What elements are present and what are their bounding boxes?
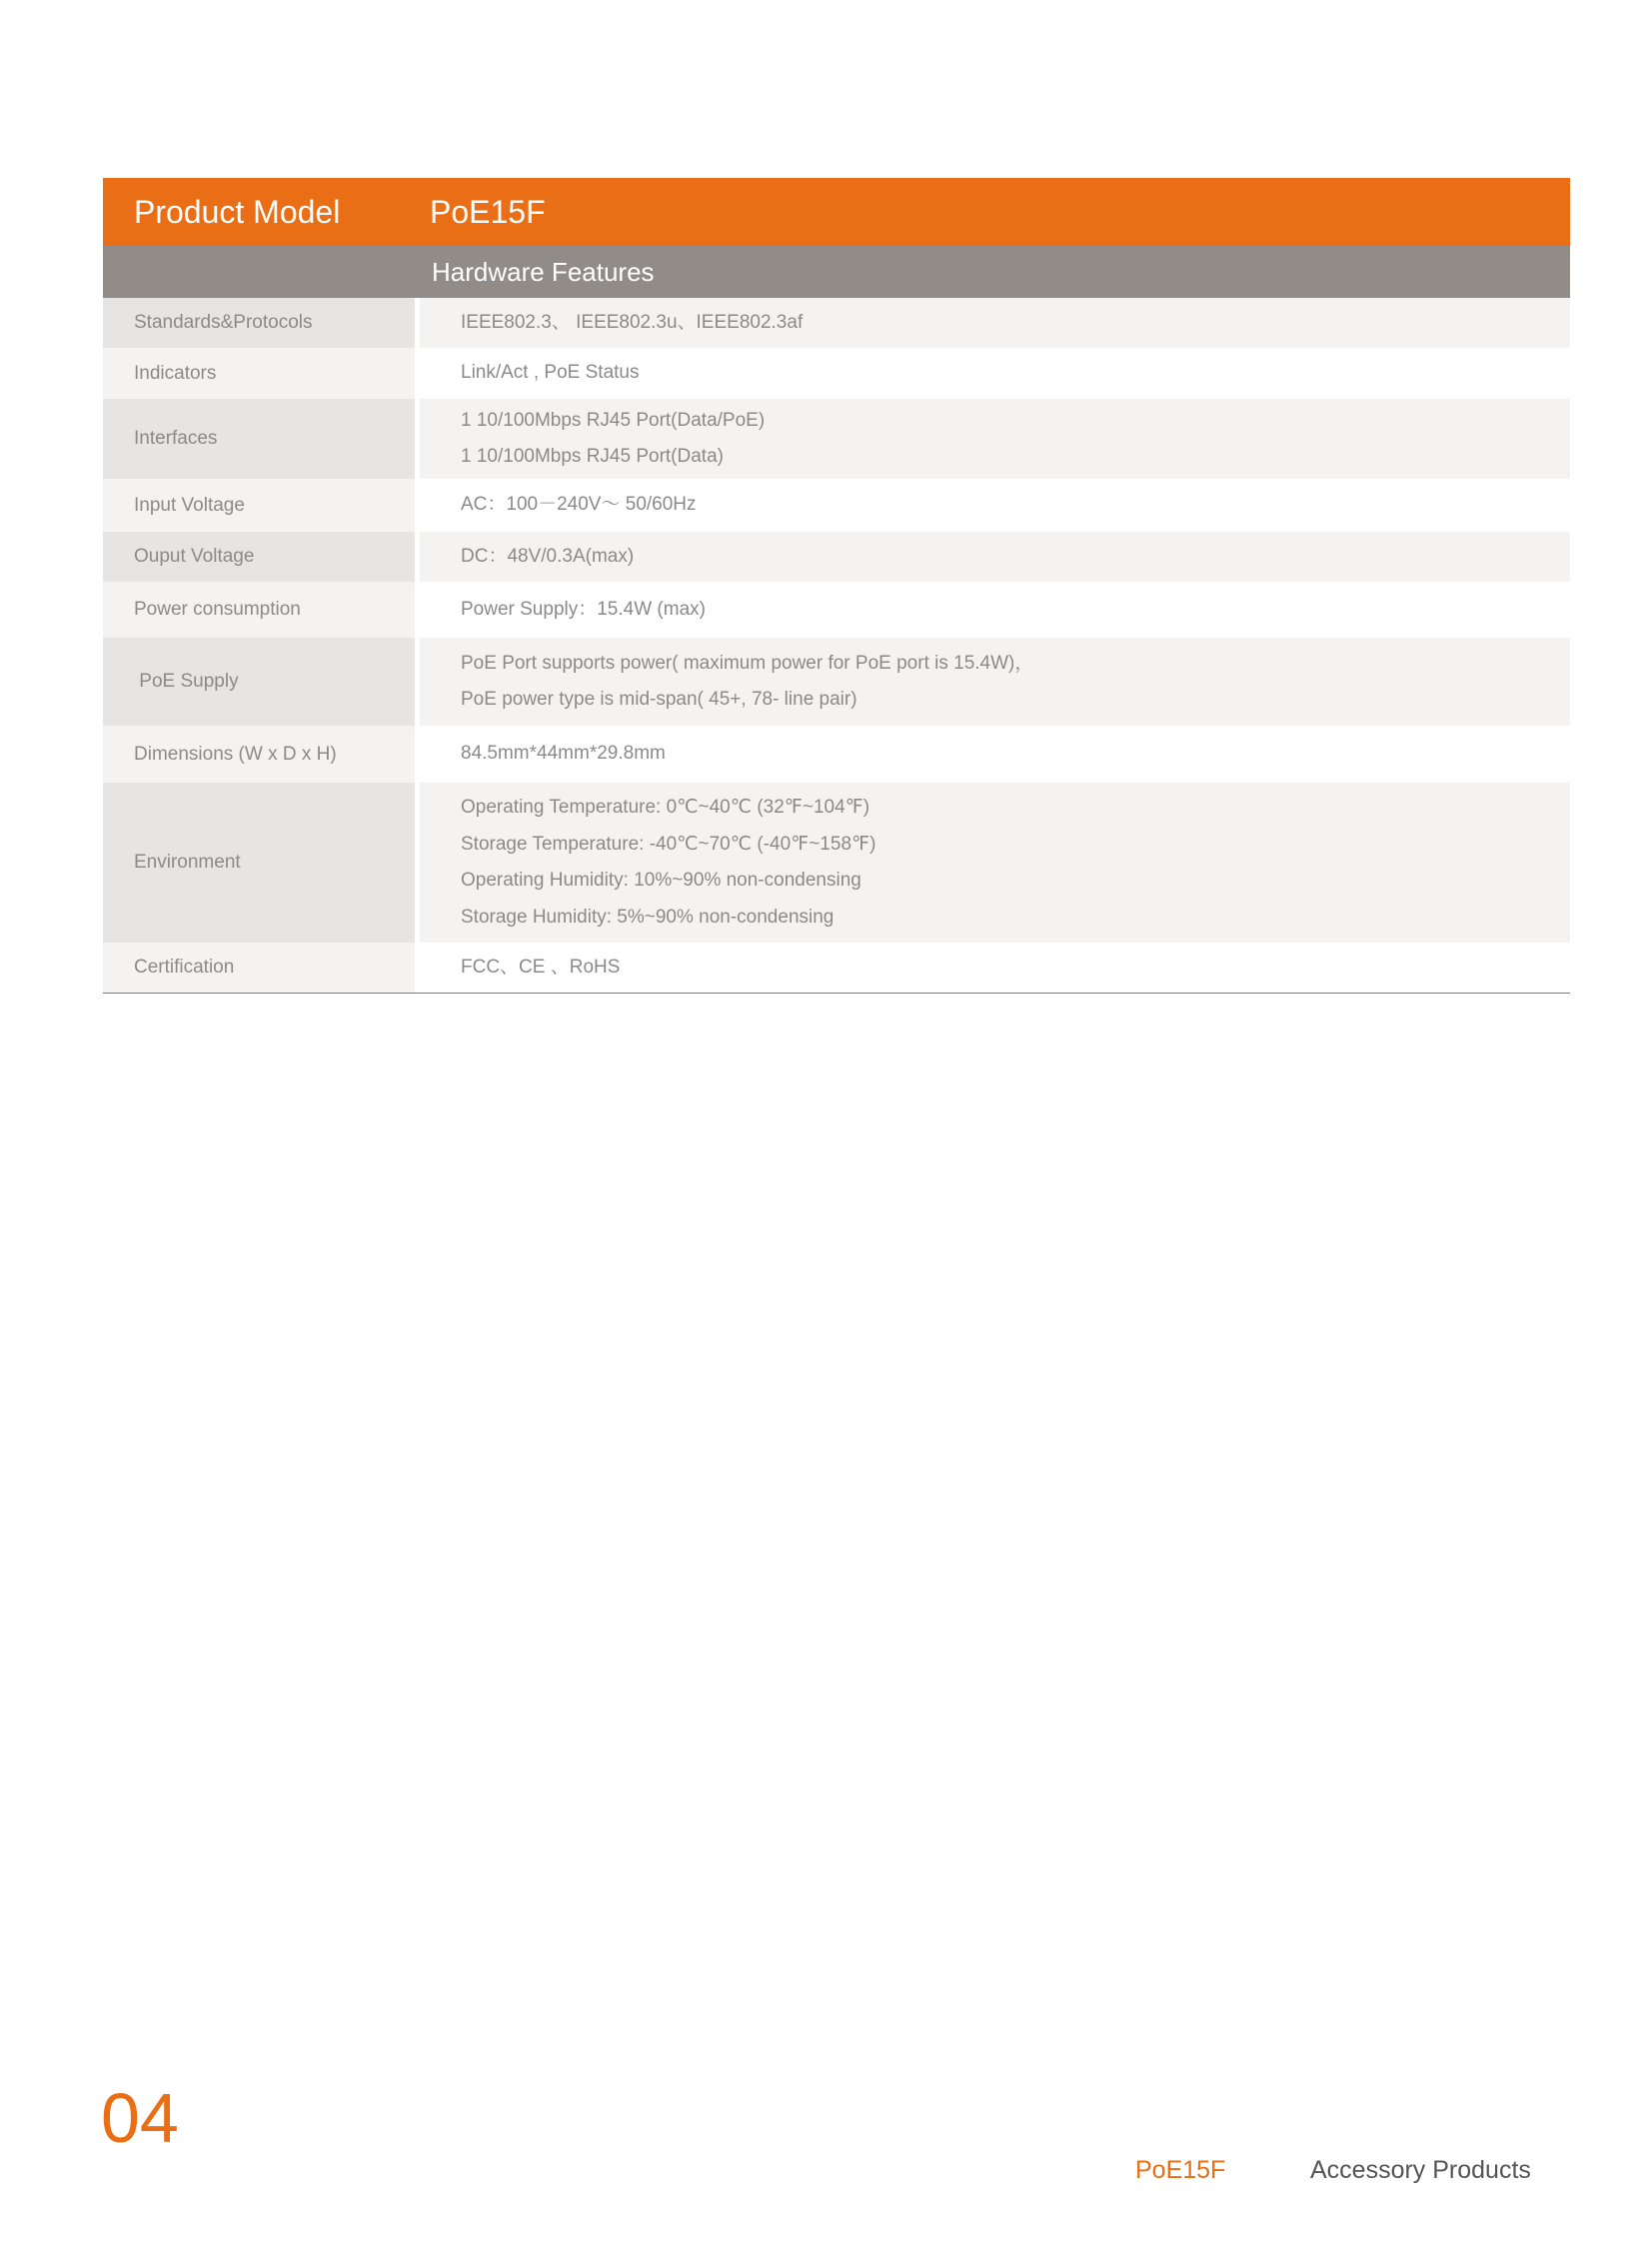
spec-value-line: AC：100－240V～ 50/60Hz	[461, 494, 697, 516]
spec-value	[420, 348, 1570, 399]
spec-row-environment	[103, 783, 1570, 943]
spec-row-poe-supply	[103, 638, 1570, 726]
footer-section-title: Accessory Products	[1310, 2156, 1531, 2184]
spec-value-line: 1 10/100Mbps RJ45 Port(Data/PoE)	[461, 409, 766, 431]
spec-label: Standards&Protocols	[103, 298, 415, 348]
spec-value	[420, 943, 1570, 993]
spec-label: Certification	[103, 943, 415, 993]
spec-label: Interfaces	[103, 399, 415, 479]
spec-row-indicators	[103, 348, 1570, 399]
spec-value-line: Storage Temperature: -40℃~70℃ (-40℉~158℉)	[461, 833, 876, 855]
footer-model-name: PoE15F	[1135, 2156, 1226, 2184]
spec-value-line: PoE Port supports power( maximum power for PoE port is 15.4W)，	[461, 652, 1034, 674]
spec-label: Environment	[103, 783, 415, 943]
spec-row-certification	[103, 943, 1570, 993]
spec-value	[420, 582, 1570, 638]
section-title: Hardware Features	[432, 256, 655, 287]
spec-row-input-voltage	[103, 479, 1570, 532]
section-title-row	[103, 246, 1570, 298]
spec-value-line: DC：48V/0.3A(max)	[461, 545, 635, 567]
spec-table	[103, 178, 1570, 994]
spec-value-line: Operating Humidity: 10%~90% non-condensing	[461, 870, 861, 891]
spec-row-output-voltage	[103, 532, 1570, 582]
spec-value	[420, 298, 1570, 348]
spec-value-line: FCC、CE 、RoHS	[461, 956, 621, 978]
spec-value-line: 1 10/100Mbps RJ45 Port(Data)	[461, 446, 724, 467]
spec-label: PoE Supply	[103, 638, 415, 726]
page-number: 04	[101, 2079, 179, 2157]
spec-label: Indicators	[103, 348, 415, 399]
spec-label: Input Voltage	[103, 479, 415, 532]
spec-row-standards	[103, 298, 1570, 348]
spec-label: Ouput Voltage	[103, 532, 415, 582]
spec-value-line: Storage Humidity: 5%~90% non-condensing	[461, 906, 834, 928]
spec-row-power-consumption	[103, 582, 1570, 638]
spec-value-line: IEEE802.3、 IEEE802.3u、IEEE802.3af	[461, 311, 804, 333]
spec-value	[420, 399, 1570, 479]
spec-value-line: Operating Temperature: 0℃~40℃ (32℉~104℉)	[461, 797, 870, 818]
spec-value-line: PoE power type is mid-span( 45+, 78- line pair)	[461, 689, 857, 710]
spec-value	[420, 783, 1570, 943]
spec-value	[420, 532, 1570, 582]
spec-value-line: Power Supply：15.4W (max)	[461, 598, 706, 620]
spec-value	[420, 638, 1570, 726]
spec-label: Dimensions (W x D x H)	[103, 726, 415, 783]
spec-row-interfaces	[103, 399, 1570, 479]
spec-label: Power consumption	[103, 582, 415, 638]
product-model-label: Product Model	[134, 193, 341, 230]
product-model-value: PoE15F	[430, 193, 546, 230]
spec-row-dimensions	[103, 726, 1570, 783]
spec-value	[420, 726, 1570, 783]
table-header-row	[103, 178, 1570, 246]
spec-value-line: 84.5mm*44mm*29.8mm	[461, 743, 666, 765]
spec-value-line: Link/Act , PoE Status	[461, 362, 640, 384]
spec-value	[420, 479, 1570, 532]
